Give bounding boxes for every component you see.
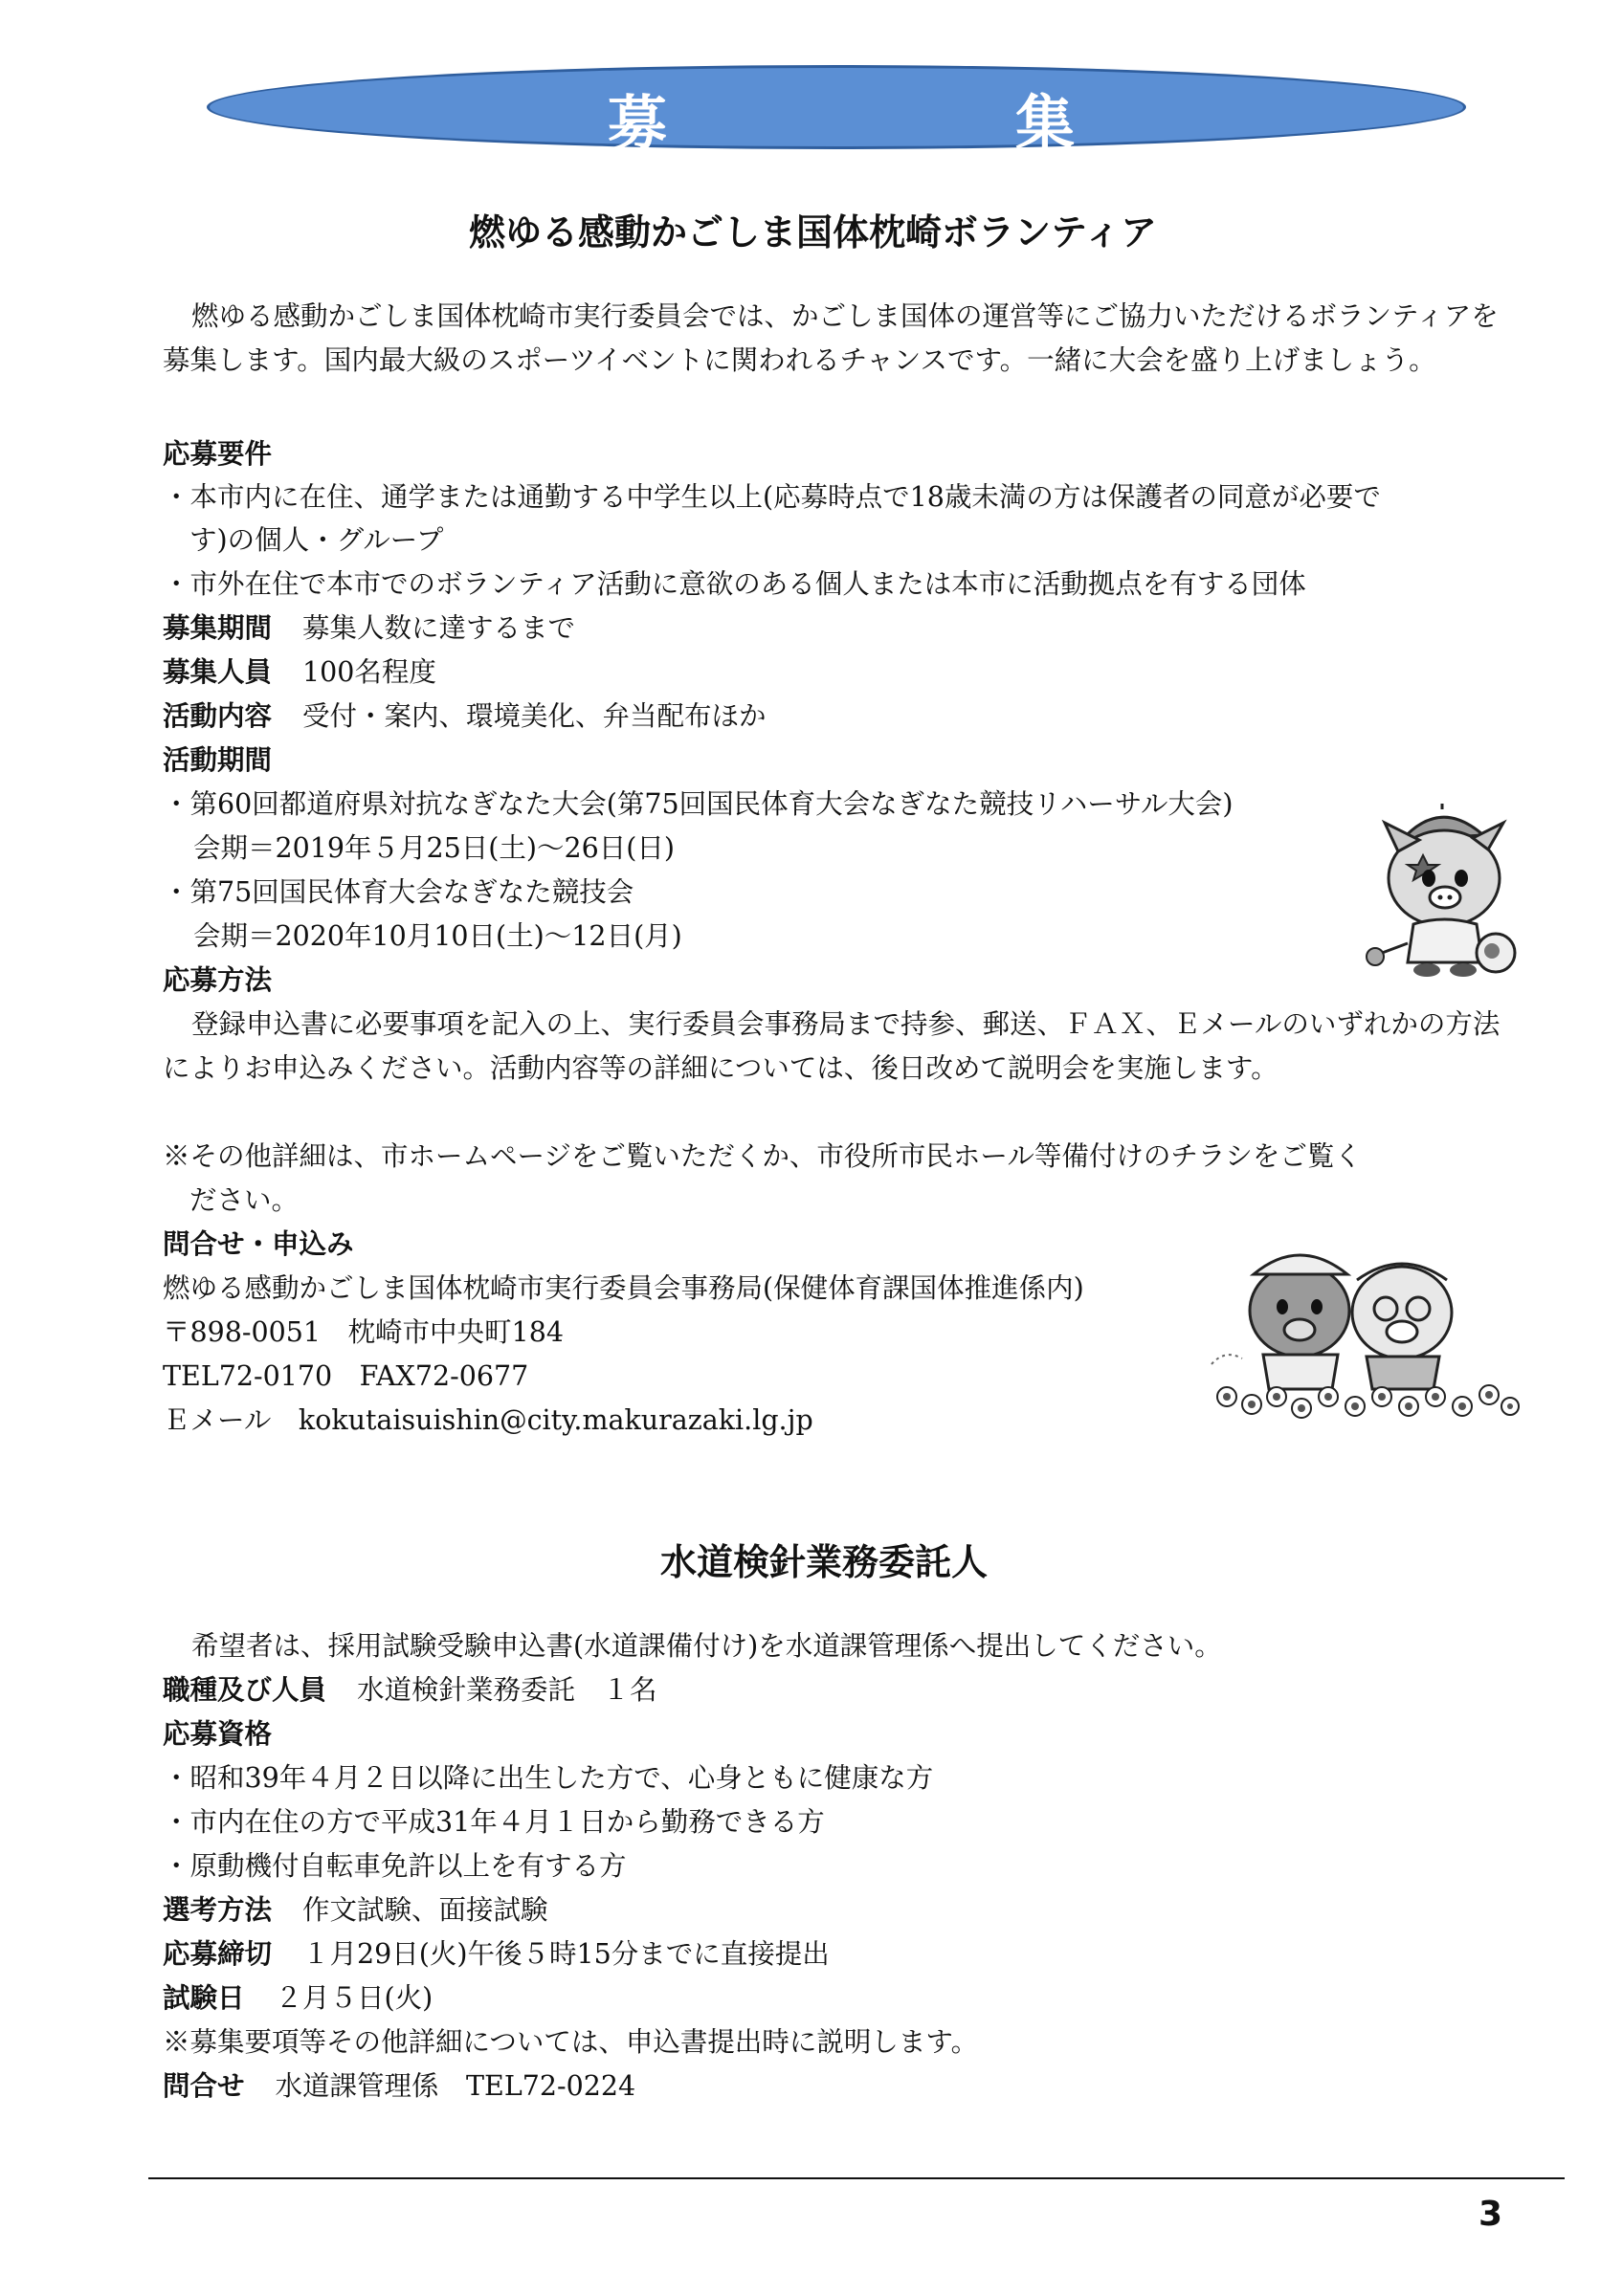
activity-period-label: 活動期間: [163, 744, 273, 776]
method-text: 登録申込書に必要事項を記入の上、実行委員会事務局まで持参、郵送、ＦＡＸ、Ｅメールのいずれかの方法によりお申込みください。活動内容等の詳細については、後日改めて説明会を実施します。: [163, 1008, 1501, 1084]
deadline-value: １月29日(火)午後５時15分までに直接提出: [302, 1938, 830, 1970]
contact-label: 問合せ・申込み: [163, 1228, 354, 1260]
requirement-1a: ・本市内に在住、通学または通勤する中学生以上(応募時点で18歳未満の方は保護者の同意が必要で: [163, 481, 1381, 513]
banner-char-2: 集: [1015, 88, 1076, 158]
requirements-label: 応募要件: [163, 438, 273, 470]
event-1-dates: 会期＝2019年５月25日(土)～26日(日): [193, 832, 676, 864]
recruit-count-label: 募集人員: [163, 656, 273, 688]
exam-value: ２月５日(火): [275, 1982, 434, 2014]
exam-row: [163, 1976, 433, 2020]
contact-address: 〒898-0051 枕崎市中央町184: [163, 1316, 564, 1348]
contact-org: 燃ゆる感動かごしま国体枕崎市実行委員会事務局(保健体育課国体推進係内): [163, 1272, 1084, 1304]
requirement-1b: す)の個人・グループ: [189, 524, 444, 556]
pig-mascot-illustration: [1364, 802, 1526, 983]
qualification-3: ・原動機付自転車免許以上を有する方: [163, 1850, 627, 1882]
exam-label: 試験日: [163, 1982, 245, 2014]
qualification-1: ・昭和39年４月２日以降に出生した方で、心身ともに健康な方: [163, 1762, 934, 1794]
inquiry-value: 水道課管理係 TEL72-0224: [275, 2070, 636, 2102]
selection-row: [163, 1888, 548, 1932]
note-b: ださい。: [189, 1184, 300, 1216]
qualification-2: ・市内在住の方で平成31年４月１日から勤務できる方: [163, 1806, 825, 1838]
inquiry-label: 問合せ: [163, 2070, 245, 2102]
volunteer-title: 燃ゆる感動かごしま国体枕崎ボランティア: [469, 211, 1157, 254]
footer-rule: [148, 2177, 1565, 2179]
requirement-2: ・市外在住で本市でのボランティア活動に意欲のある個人または本市に活動拠点を有する団体: [163, 568, 1306, 600]
job-row: [163, 1668, 657, 1712]
note-a: ※その他詳細は、市ホームページをご覧いただくか、市役所市民ホール等備付けのチラシをご覧く: [163, 1140, 1362, 1172]
qualification-label: 応募資格: [163, 1718, 273, 1750]
recruit-period-value: 募集人数に達するまで: [302, 612, 576, 644]
inquiry-row: [163, 2064, 635, 2108]
banner-char-1: 募: [608, 88, 668, 158]
event-2: ・第75回国民体育大会なぎなた競技会: [163, 876, 634, 908]
section-banner: [207, 65, 1466, 158]
activity-label: 活動内容: [163, 700, 273, 732]
contact-email: Ｅメール kokutaisuishin@city.makurazaki.lg.jp: [163, 1404, 813, 1436]
contact-tel-fax: TEL72-0170 FAX72-0677: [163, 1360, 529, 1392]
job-label: 職種及び人員: [163, 1674, 327, 1706]
recruit-count-value: 100名程度: [302, 656, 436, 688]
deadline-row: [163, 1932, 830, 1976]
method-label: 応募方法: [163, 964, 273, 996]
volunteer-intro: 燃ゆる感動かごしま国体枕崎市実行委員会では、かごしま国体の運営等にご協力いただけるボランティアを募集します。国内最大級のスポーツイベントに関われるチャンスです。一緒に大会を盛り上げましょう。: [163, 300, 1499, 376]
deadline-label: 応募締切: [163, 1938, 273, 1970]
water-intro: 希望者は、採用試験受験申込書(水道課備付け)を水道課管理係へ提出してください。: [191, 1630, 1222, 1662]
water-note: ※募集要項等その他詳細については、申込書提出時に説明します。: [163, 2026, 979, 2058]
activity-value: 受付・案内、環境美化、弁当配布ほか: [302, 700, 767, 732]
selection-value: 作文試験、面接試験: [302, 1894, 548, 1926]
recruit-period-row: [163, 607, 575, 651]
job-value: 水道検針業務委託 １名: [357, 1674, 657, 1706]
event-2-dates: 会期＝2020年10月10日(土)～12日(月): [193, 920, 682, 952]
water-title: 水道検針業務委託人: [660, 1541, 989, 1583]
recruit-count-row: [163, 651, 436, 695]
activity-row: [163, 695, 767, 739]
selection-label: 選考方法: [163, 1894, 273, 1926]
event-1: ・第60回都道府県対抗なぎなた大会(第75回国民体育大会なぎなた競技リハーサル大会): [163, 788, 1234, 820]
page-number: 3: [1478, 2195, 1503, 2234]
pig-pair-flowers-illustration: [1206, 1236, 1522, 1427]
recruit-period-label: 募集期間: [163, 612, 273, 644]
